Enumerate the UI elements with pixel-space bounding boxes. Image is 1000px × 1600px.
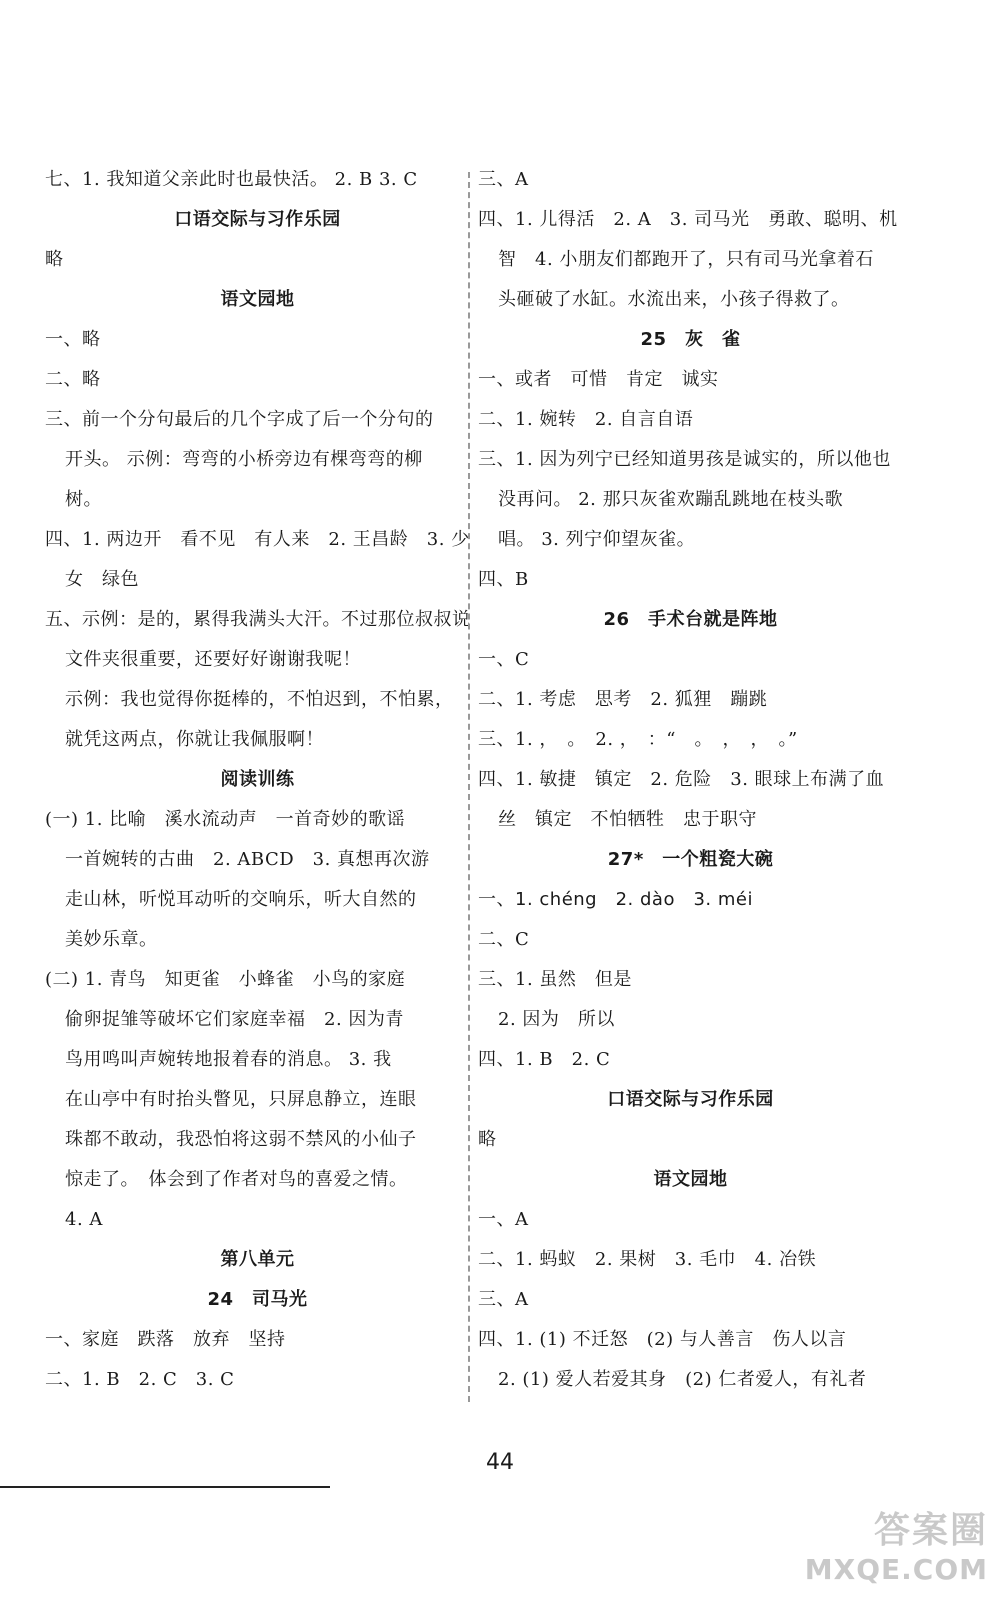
answer-line: 智 4. 小朋友们都跑开了，只有司马光拿着石 xyxy=(498,249,874,270)
section-heading: 口语交际与习作乐园 xyxy=(174,209,341,230)
answer-line: 二、1. B 2. C 3. C xyxy=(45,1369,235,1390)
answer-line: 一、A xyxy=(478,1209,529,1230)
answer-line: 树。 xyxy=(65,489,102,510)
answer-line: 一、家庭 跌落 放弃 坚持 xyxy=(45,1329,286,1350)
answer-line: 三、1. ， 。 2. ， ：“ 。 ， ， 。” xyxy=(478,729,798,750)
answer-line: 略 xyxy=(45,249,64,270)
answer-line: 就凭这两点，你就让我佩服啊！ xyxy=(65,729,324,750)
section-heading: 语文园地 xyxy=(220,289,295,310)
watermark-url: MXQE.COM xyxy=(804,1553,988,1586)
answer-line: 四、1. 儿得活 2. A 3. 司马光 勇敢、聪明、机 xyxy=(478,209,898,230)
answer-line: 鸟用鸣叫声婉转地报着春的消息。 3. 我 xyxy=(65,1049,392,1070)
answer-line: 一、略 xyxy=(45,329,101,350)
answer-line: 四、1. (1) 不迁怒 (2) 与人善言 伤人以言 xyxy=(478,1329,847,1350)
answer-line: 一、1. chéng 2. dào 3. méi xyxy=(478,889,753,910)
page-number: 44 xyxy=(486,1450,514,1475)
section-heading: 26 手术台就是阵地 xyxy=(603,609,778,630)
section-heading: 27* 一个粗瓷大碗 xyxy=(607,849,774,870)
answer-line: 四、B xyxy=(478,569,529,590)
answer-line: 唱。 3. 列宁仰望灰雀。 xyxy=(498,529,696,550)
section-heading: 24 司马光 xyxy=(207,1289,308,1310)
answer-line: 文件夹很重要，还要好好谢谢我呢！ xyxy=(65,649,361,670)
answer-line: 四、1. B 2. C xyxy=(478,1049,611,1070)
watermark-logo xyxy=(805,1502,988,1586)
answer-line: 二、C xyxy=(478,929,530,950)
answer-line: 在山亭中有时抬头瞥见，只屏息静立，连眼 xyxy=(65,1089,417,1110)
answer-line: 四、1. 敏捷 镇定 2. 危险 3. 眼球上布满了血 xyxy=(478,769,885,790)
answer-line: 2. (1) 爱人若爱其身 (2) 仁者爱人，有礼者 xyxy=(498,1369,867,1390)
answer-line: 惊走了。 体会到了作者对鸟的喜爱之情。 xyxy=(65,1169,408,1190)
answer-line: 三、A xyxy=(478,1289,529,1310)
answer-line: 一、或者 可惜 肯定 诚实 xyxy=(478,369,719,390)
answer-line: 4. A xyxy=(65,1209,103,1230)
answer-line: 二、1. 考虑 思考 2. 狐狸 蹦跳 xyxy=(478,689,768,710)
answer-line: 四、1. 两边开 看不见 有人来 2. 王昌龄 3. 少 xyxy=(45,529,470,550)
answer-line: 丝 镇定 不怕牺牲 忠于职守 xyxy=(498,809,757,830)
answer-line: 没再问。 2. 那只灰雀欢蹦乱跳地在枝头歌 xyxy=(498,489,844,510)
answer-line: 偷卵捉雏等破坏它们家庭幸福 2. 因为青 xyxy=(65,1009,404,1030)
answer-line: 一、C xyxy=(478,649,530,670)
answer-line: 二、1. 婉转 2. 自言自语 xyxy=(478,409,694,430)
answer-line: 开头。 示例：弯弯的小桥旁边有棵弯弯的柳 xyxy=(65,449,423,470)
answer-line: (二) 1. 青鸟 知更雀 小蜂雀 小鸟的家庭 xyxy=(45,969,406,990)
answer-line: (一) 1. 比喻 溪水流动声 一首奇妙的歌谣 xyxy=(45,809,406,830)
answer-line: 头砸破了水缸。水流出来，小孩子得救了。 xyxy=(498,289,850,310)
answer-line: 一首婉转的古曲 2. ABCD 3. 真想再次游 xyxy=(65,849,430,870)
answer-line: 三、1. 虽然 但是 xyxy=(478,969,632,990)
watermark-title: 答案圈 xyxy=(873,1510,988,1551)
section-heading: 语文园地 xyxy=(653,1169,728,1190)
answer-line: 三、1. 因为列宁已经知道男孩是诚实的，所以他也 xyxy=(478,449,891,470)
answer-line: 七、1. 我知道父亲此时也最快活。 2. B 3. C xyxy=(45,169,418,190)
answer-line: 2. 因为 所以 xyxy=(498,1009,615,1030)
answer-line: 二、1. 蚂蚁 2. 果树 3. 毛巾 4. 冶铁 xyxy=(478,1249,817,1270)
section-heading: 第八单元 xyxy=(220,1249,295,1270)
answer-line: 略 xyxy=(478,1129,497,1150)
section-heading: 阅读训练 xyxy=(220,769,295,790)
answer-line: 三、A xyxy=(478,169,529,190)
column-divider xyxy=(468,172,470,1402)
answer-line: 珠都不敢动，我恐怕将这弱不禁风的小仙子 xyxy=(65,1129,417,1150)
answer-line: 三、前一个分句最后的几个字成了后一个分句的 xyxy=(45,409,434,430)
section-heading: 口语交际与习作乐园 xyxy=(607,1089,774,1110)
answer-line: 走山林，听悦耳动听的交响乐，听大自然的 xyxy=(65,889,417,910)
right-column xyxy=(478,160,903,1400)
answer-line: 美妙乐章。 xyxy=(65,929,158,950)
left-column xyxy=(45,160,470,1400)
answer-line: 女 绿色 xyxy=(65,569,139,590)
answer-line: 五、示例：是的，累得我满头大汗。不过那位叔叔说 xyxy=(45,609,471,630)
answer-line: 示例：我也觉得你挺棒的，不怕迟到，不怕累， xyxy=(65,689,454,710)
footer-rule xyxy=(0,1486,330,1488)
answer-line: 二、略 xyxy=(45,369,101,390)
section-heading: 25 灰 雀 xyxy=(640,329,741,350)
